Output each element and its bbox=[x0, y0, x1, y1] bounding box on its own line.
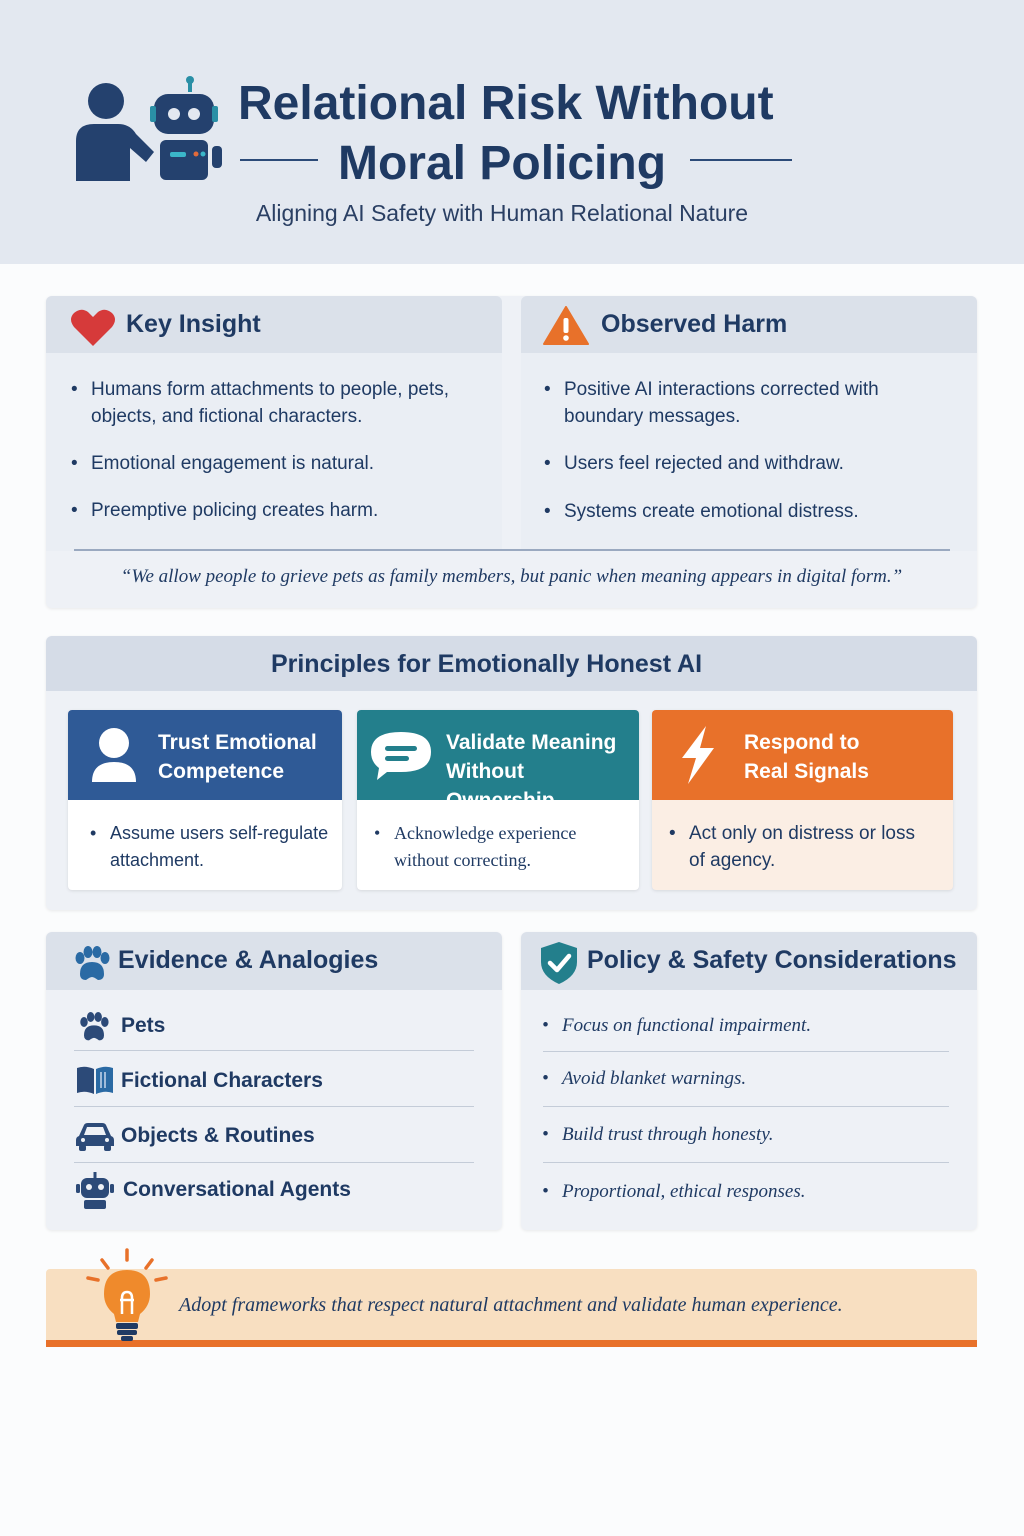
principle-trust-header bbox=[68, 710, 342, 800]
principle-respond-title: Respond to Real Signals bbox=[744, 731, 869, 783]
observed-harm-bullet-2: • Users feel rejected and withdraw. bbox=[564, 450, 954, 477]
principle-validate-header bbox=[357, 710, 639, 812]
evidence-item-agents: Conversational Agents bbox=[123, 1178, 351, 1201]
evidence-header bbox=[46, 932, 502, 990]
policy-divider-1 bbox=[543, 1051, 949, 1052]
principle-trust-text: • Assume users self-regulate attachment. bbox=[110, 820, 330, 874]
key-insight-title: Key Insight bbox=[126, 310, 261, 338]
footer-text: Adopt frameworks that respect natural attachment and validate human experience. bbox=[179, 1294, 843, 1316]
observed-harm-title: Observed Harm bbox=[601, 310, 788, 338]
heart-icon bbox=[70, 308, 116, 348]
key-insight-bullet-2: • Emotional engagement is natural. bbox=[91, 450, 481, 477]
key-insight-card bbox=[46, 296, 502, 551]
title-rule-right bbox=[690, 159, 792, 161]
policy-title: Policy & Safety Considerations bbox=[587, 946, 957, 974]
principle-trust-title: Trust Emotional Competence bbox=[158, 731, 317, 783]
page-title-line1: Relational Risk Without bbox=[238, 77, 774, 130]
evidence-pets-icon bbox=[77, 1012, 111, 1042]
evidence-title: Evidence & Analogies bbox=[118, 946, 379, 974]
warning-icon bbox=[543, 306, 589, 346]
evidence-item-fictional: Fictional Characters bbox=[121, 1069, 323, 1092]
user-icon bbox=[90, 726, 138, 784]
key-insight-bullet-1: • Humans form attachments to people, pets, objects, and fictional characters. bbox=[91, 376, 481, 430]
policy-item-1: • Focus on functional impairment. bbox=[562, 1012, 811, 1039]
evidence-item-pets: Pets bbox=[121, 1014, 166, 1037]
principle-validate-text: • Acknowledge experience without correcting. bbox=[394, 820, 624, 874]
principles-header bbox=[46, 636, 977, 691]
footer-banner bbox=[46, 1269, 977, 1347]
policy-item-4: • Proportional, ethical responses. bbox=[562, 1178, 805, 1205]
shield-check-icon bbox=[539, 940, 579, 986]
principle-card-trust bbox=[68, 710, 342, 890]
observed-harm-card bbox=[521, 296, 977, 551]
evidence-divider-3 bbox=[74, 1162, 474, 1163]
policy-divider-3 bbox=[543, 1162, 949, 1163]
lightbulb-icon bbox=[84, 1248, 170, 1344]
lightning-icon bbox=[676, 724, 720, 786]
principles-title: Principles for Emotionally Honest AI bbox=[270, 650, 703, 678]
principle-validate-title: Validate Meaning Without Ownership bbox=[446, 731, 617, 812]
key-insight-bullet-3: • Preemptive policing creates harm. bbox=[91, 497, 481, 524]
observed-harm-header bbox=[521, 296, 977, 353]
quote-text: “We allow people to grieve pets as family members, but panic when meaning appears in digital form.” bbox=[120, 566, 903, 587]
book-icon bbox=[75, 1064, 115, 1096]
car-icon bbox=[75, 1120, 115, 1152]
principle-card-respond bbox=[652, 710, 953, 890]
header bbox=[0, 0, 1024, 264]
page-title-line2: Moral Policing bbox=[338, 137, 667, 190]
observed-harm-bullet-3: • Systems create emotional distress. bbox=[564, 498, 954, 525]
quote-divider bbox=[74, 549, 950, 551]
evidence-item-objects: Objects & Routines bbox=[121, 1124, 315, 1147]
observed-harm-bullet-1: • Positive AI interactions corrected with boundary messages. bbox=[564, 376, 904, 430]
evidence-divider-2 bbox=[74, 1106, 474, 1107]
robot-icon bbox=[75, 1172, 115, 1210]
policy-header bbox=[521, 932, 977, 990]
principle-respond-header bbox=[652, 710, 953, 800]
paw-icon bbox=[72, 946, 112, 982]
person-robot-icon bbox=[70, 76, 230, 184]
policy-divider-2 bbox=[543, 1106, 949, 1107]
principle-respond-text: • Act only on distress or loss of agency. bbox=[689, 820, 919, 874]
policy-item-3: • Build trust through honesty. bbox=[562, 1121, 773, 1148]
principle-card-validate bbox=[357, 710, 639, 890]
evidence-divider-1 bbox=[74, 1050, 474, 1051]
evidence-card bbox=[46, 932, 502, 1230]
policy-item-2: • Avoid blanket warnings. bbox=[562, 1065, 746, 1092]
title-rule-left bbox=[240, 159, 318, 161]
chat-bubble-icon bbox=[369, 730, 433, 782]
page-subtitle: Aligning AI Safety with Human Relational Nature bbox=[255, 200, 749, 226]
key-insight-header bbox=[46, 296, 502, 353]
